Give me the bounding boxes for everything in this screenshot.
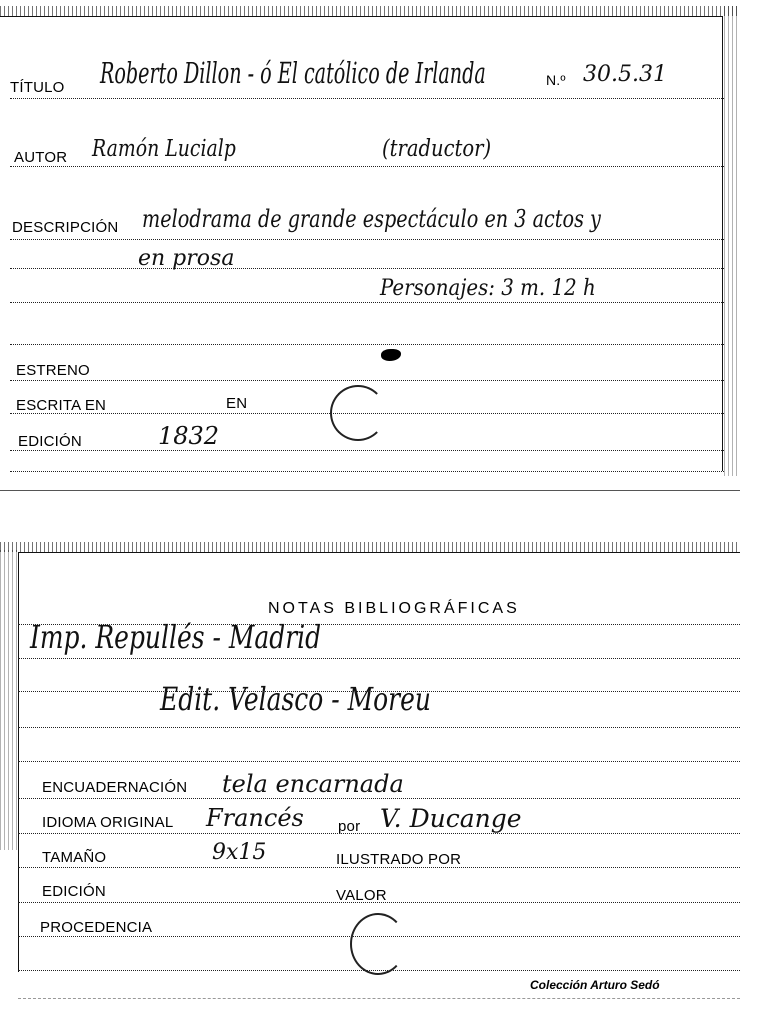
idioma-label: IDIOMA ORIGINAL bbox=[42, 814, 174, 831]
estreno-line bbox=[10, 380, 724, 381]
autor-label: AUTOR bbox=[14, 149, 68, 166]
catalog-card-back bbox=[0, 540, 759, 1028]
stamp-circle bbox=[330, 385, 386, 441]
card-right-edge bbox=[724, 6, 738, 476]
encuadernacion-value: tela encarnada bbox=[222, 770, 404, 798]
por-value: V. Ducange bbox=[380, 804, 522, 833]
card-back-footer-line bbox=[18, 998, 740, 999]
descripcion-label: DESCRIPCIÓN bbox=[12, 219, 119, 236]
catalog-card-front bbox=[0, 0, 759, 492]
notas-line-4 bbox=[18, 727, 740, 728]
edicion-value: 1832 bbox=[158, 422, 220, 450]
edicion-back-label: EDICIÓN bbox=[42, 883, 106, 900]
ilustrado-label: ILUSTRADO POR bbox=[336, 851, 462, 868]
stamp-circle-back bbox=[350, 913, 406, 975]
encuadernacion-label: ENCUADERNACIÓN bbox=[42, 779, 188, 796]
en-label: EN bbox=[226, 395, 248, 412]
edicion-back-line bbox=[18, 902, 740, 903]
por-label: por bbox=[338, 818, 361, 835]
autor-line bbox=[10, 166, 724, 167]
card-bottom-border bbox=[0, 490, 740, 491]
card-back-left-edge bbox=[0, 550, 18, 850]
descripcion-line-3 bbox=[10, 302, 724, 303]
edicion-line bbox=[10, 450, 724, 451]
titulo-line bbox=[10, 98, 724, 99]
card-back-top-edge bbox=[0, 542, 740, 552]
card-top-edge bbox=[0, 6, 740, 16]
notas-line-3 bbox=[18, 691, 740, 692]
card-right-border bbox=[722, 16, 723, 471]
autor-role: (traductor) bbox=[382, 136, 492, 162]
valor-label: VALOR bbox=[336, 887, 387, 904]
notas-heading: NOTAS BIBLIOGRÁFICAS bbox=[268, 600, 520, 617]
descripcion-line-2 bbox=[10, 268, 724, 269]
titulo-value: Roberto Dillon - ó El católico de Irlanda bbox=[100, 56, 486, 90]
card-back-left-border bbox=[18, 552, 19, 972]
notes-line-2: Edit. Velasco - Moreu bbox=[160, 680, 431, 718]
collection-footer: Colección Arturo Sedó bbox=[530, 978, 660, 992]
card-back-top-border bbox=[18, 552, 740, 553]
idioma-value: Francés bbox=[206, 804, 304, 832]
idioma-line bbox=[18, 833, 740, 834]
autor-value: Ramón Lucialp bbox=[92, 136, 236, 162]
ink-blot bbox=[381, 349, 401, 361]
descripcion-line-4 bbox=[10, 344, 724, 345]
descripcion-value: melodrama de grande espectáculo en 3 actos y bbox=[142, 205, 601, 233]
edicion-label: EDICIÓN bbox=[18, 433, 82, 450]
numero-label: N.º bbox=[546, 72, 566, 88]
notes-line-1: Imp. Repullés - Madrid bbox=[30, 618, 322, 656]
encuadernacion-line bbox=[18, 798, 740, 799]
personajes-value: Personajes: 3 m. 12 h bbox=[380, 276, 596, 301]
card-front-bottom-line bbox=[10, 471, 724, 472]
escrita-en-label: ESCRITA EN bbox=[16, 397, 107, 414]
titulo-label: TÍTULO bbox=[10, 79, 65, 96]
card-top-border bbox=[0, 16, 722, 17]
descripcion-line-1 bbox=[10, 239, 724, 240]
notas-line-2 bbox=[18, 658, 740, 659]
tamano-line bbox=[18, 867, 740, 868]
estreno-label: ESTRENO bbox=[16, 362, 90, 379]
tamano-label: TAMAÑO bbox=[42, 849, 107, 866]
tamano-value: 9x15 bbox=[212, 840, 267, 865]
numero-value: 30.5.31 bbox=[583, 62, 667, 87]
notas-line-5 bbox=[18, 761, 740, 762]
descripcion-value-2: en prosa bbox=[138, 246, 235, 271]
procedencia-label: PROCEDENCIA bbox=[40, 919, 153, 936]
